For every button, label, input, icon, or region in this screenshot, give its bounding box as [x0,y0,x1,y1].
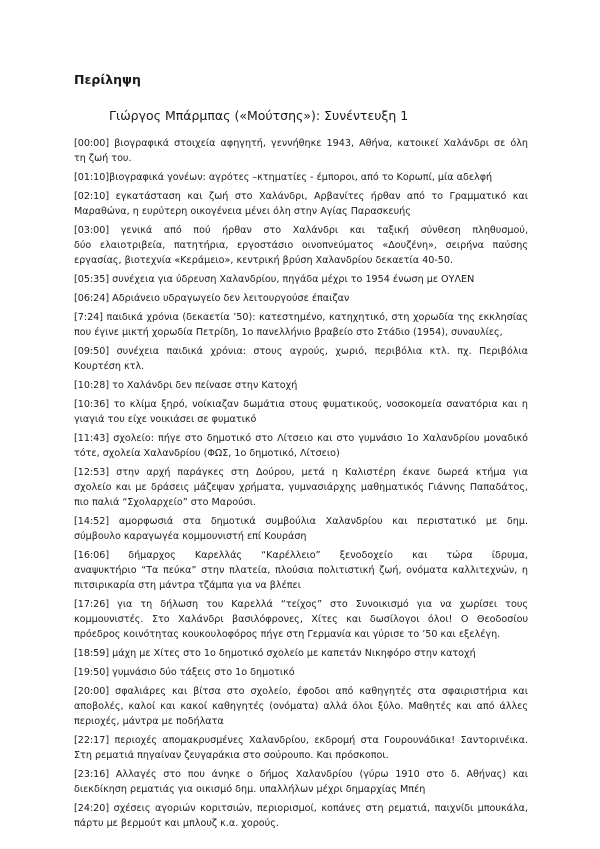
entry-line: που έγινε μικτή χορωδία Πετρίδη, 1ο πανελλήνιο βραβείο στο Στάδιο (1954), συναυλίες, [74,327,503,338]
entry-line: πιτσιρικαρία στη μάντρα τζάμπα για να βλέπει [74,580,301,591]
entry-line: [09:50] συνέχεια παιδικά χρόνια: στους αγρούς, χωριό, περιβόλια κτλ. πχ. Περιβόλια [74,346,528,357]
timestamp-entry [74,378,528,393]
timestamp-entry [74,136,528,166]
entry-line: [7:24] παιδικά χρόνια (δεκαετία ’50): κατεστημένο, κατηχητικό, στη χορωδία της εκκλησίας [74,312,528,323]
timestamp-entry [74,597,528,642]
entry-line: πιο παλιά “Σχολαρχείο” στο Μαρούσι. [74,497,257,508]
timestamp-entry [74,646,528,661]
timestamp-entry [74,189,528,219]
entry-line: κομμουνιστές. Στο Χαλάνδρι βασιλόφρονες, Χίτες και δωσίλογοι όλοι! Ο Θεοδοσίου [74,614,528,625]
timestamp-entry [74,431,528,461]
entry-line: [14:52] αμορφωσιά στα δημοτικά συμβούλια Χαλανδρίου και περιστατικό με δημ. [74,516,528,527]
entry-line: περιοχές, μάντρα με ποδήλατα [74,716,224,727]
entry-line: [23:16] Αλλαγές στο που άνηκε ο δήμος Χαλανδρίου (γύρω 1910 στο δ. Αθήνας) και [74,769,528,780]
entry-line: σύμβουλο καραγωγέα κομμουνιστή επί Κουράση [74,531,307,542]
timestamp-entry [74,272,528,287]
entry-line: [12:53] στην αρχή παράγκες στη Δούρου, μετά η Καλιστέρη έκανε δωρεά κτήμα για [74,467,528,478]
entry-line: [06:24] Αδριάνειο υδραγωγείο δεν λειτουργούσε έπαιζαν [74,293,350,304]
timestamp-entry [74,310,528,340]
timestamp-entry [74,291,528,306]
entry-line: [00:00] βιογραφικά στοιχεία αφηγητή, γεννήθηκε 1943, Αθήνα, κατοικεί Χαλάνδρι σε όλη [74,138,528,149]
summary-body [74,136,528,835]
entry-line: διεκδίκηση ρεματιάς για οικισμό δημ. υπαλλήλων μέχρι δημαρχίας Μπέη [74,784,426,795]
timestamp-entry [74,548,528,593]
entry-line: [01:10]βιογραφικά γονέων: αγρότες –κτηματίες - έμποροι, από το Κορωπί, μία αδελφή [74,172,493,183]
timestamp-entry [74,733,528,763]
timestamp-entry [74,665,528,680]
entry-line: [24:20] σχέσεις αγοριών κοριτσιών, περιορισμοί, κοπάνες στη ρεματιά, παιχνίδι μπουκάλα, [74,803,528,814]
entry-line: [10:36] το κλίμα ξηρό, νοίκιαζαν δωμάτια στους φυματικούς, νοσοκομεία σανατόρια και η [74,399,528,410]
timestamp-entry [74,170,528,185]
timestamp-entry [74,514,528,544]
entry-line: [05:35] συνέχεια για ύδρευση Χαλανδρίου, πηγάδα μέχρι το 1954 ένωση με ΟΥΛΕΝ [74,274,475,285]
timestamp-entry [74,344,528,374]
timestamp-entry [74,767,528,797]
entry-line: Κουρτέση κτλ. [74,361,145,372]
entry-line: [18:59] μάχη με Χίτες στο 1ο δημοτικό σχολείο με καπετάν Νικηφόρο στην κατοχή [74,648,476,659]
entry-line: δύο ελαιοτριβεία, πατητήρια, εργοστάσιο οινοπνεύματος «Δουζένη», σειρήνα παύσης [74,240,528,251]
entry-line: γιαγιά του είχε νοικιάσει σε φυματικό [74,414,257,425]
entry-line: τη ζωή του. [74,153,132,164]
timestamp-entry [74,223,528,268]
entry-line: [03:00] γενικά από πού ήρθαν στο Χαλάνδρι και ταξική σύνθεση πληθυσμού, [74,225,528,236]
timestamp-entry [74,397,528,427]
interview-title: Γιώργος Μπάρμπας («Μούτσης»): Συνέντευξη 1 [109,108,409,123]
entry-line: τότε, σχολεία Χαλανδρίου (ΦΩΣ, 1ο δημοτικό, Λίτσειο) [74,448,340,459]
timestamp-entry [74,801,528,831]
entry-line: πρόεδρος κοινότητας κουκουλοφόρος πήγε στη Γερμανία και γύρισε το ’50 και εξελέγη. [74,629,501,640]
entry-line: αποβολές, καλοί και κακοί καθηγητές (ονόματα) αλλά όλοι ξύλο. Μαθητές και από άλλες [74,701,528,712]
entry-line: πάρτυ με βερμούτ και μπλουζ κ.α. χορούς. [74,818,279,829]
timestamp-entry [74,684,528,729]
summary-heading: Περίληψη [74,72,141,87]
entry-line: [22:17] περιοχές απομακρυσμένες Χαλανδρίου, εκδρομή στα Γουρουνάδικα! Σαντορινέικα. [74,735,528,746]
entry-line: [11:43] σχολείο: πήγε στο δημοτικό στο Λίτσειο και στο γυμνάσιο 1ο Χαλανδρίου μοναδικό [74,433,528,444]
entry-line: [02:10] εγκατάσταση και ζωή στο Χαλάνδρι, Αρβανίτες ήρθαν από το Γραμματικό και [74,191,528,202]
entry-line: Στη ρεματιά πηγαίναν ζευγαράκια στο σούρουπο. Και πρόσκοποι. [74,750,389,761]
entry-line: σχολείο και με δράσεις μάζεψαν χρήματα, γυμνασιάρχης μαθηματικός Γιάννης Παπαδάτος, [74,482,528,493]
entry-line: [10:28] το Χαλάνδρι δεν πείνασε στην Κατοχή [74,380,298,391]
entry-line: [17:26] για τη δήλωση του Καρελλά “τείχος” στο Συνοικισμό για να χωρίσει τους [74,599,528,610]
timestamp-entry [74,465,528,510]
entry-line: αναψυκτήριο “Τα πεύκα” στην πλατεία, πλούσια πολιτιστική ζωή, ονόματα καλλιτεχνών, η [74,565,528,576]
entry-line: εργασίας, βιοτεχνία «Κεράμειο», κεντρική βρύση Χαλανδρίου δεκαετία 40-50. [74,255,454,266]
entry-line: Μαραθώνα, η ευρύτερη οικογένεια μένει όλη στην Αγίας Παρασκευής [74,206,411,217]
entry-line: [20:00] σφαλιάρες και βίτσα στο σχολείο, έφοδοι από καθηγητές στα σφαιριστήρια και [74,686,528,697]
entry-line: [19:50] γυμνάσιο δύο τάξεις στο 1ο δημοτικό [74,667,295,678]
entry-line: [16:06] δήμαρχος Καρελλάς “Καρέλλειο” ξενοδοχείο και τώρα ίδρυμα, [74,550,528,561]
